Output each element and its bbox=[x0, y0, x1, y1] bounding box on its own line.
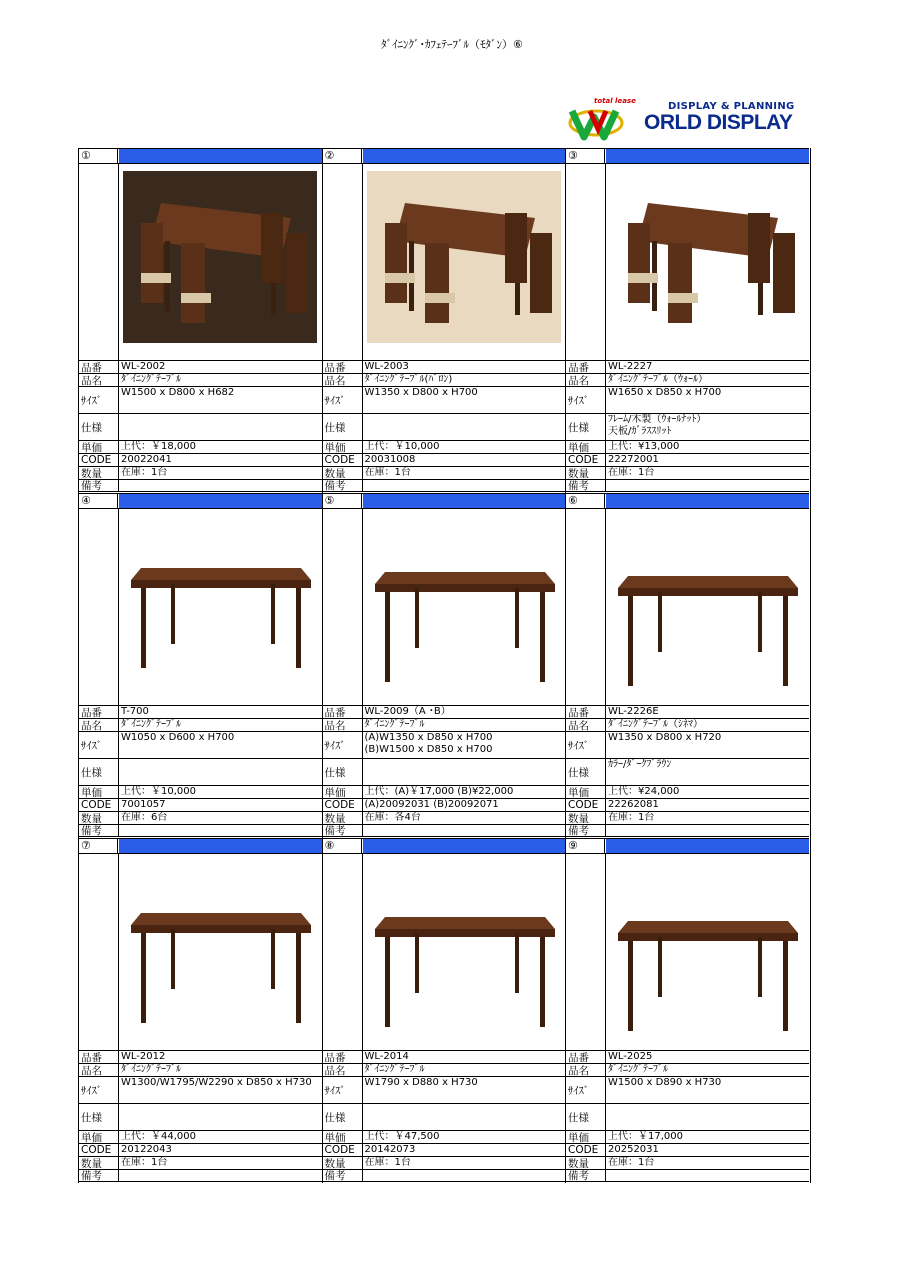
product-spec-table bbox=[79, 1050, 322, 1182]
qty-label: 数量 bbox=[323, 467, 363, 479]
spec-value: ｶﾗｰ/ﾀﾞｰｸﾌﾞﾗｳﾝ bbox=[608, 759, 672, 770]
code-label: CODE bbox=[566, 799, 606, 811]
name-value: ﾀﾞｲﾆﾝｸﾞﾃｰﾌﾞﾙ bbox=[121, 1064, 181, 1075]
name-label: 品名 bbox=[79, 719, 119, 731]
code-value: 20122043 bbox=[121, 1144, 172, 1155]
price-label: 単価 bbox=[323, 441, 363, 453]
price-value: 上代：¥24,000 bbox=[608, 786, 680, 797]
size-label: ｻｲｽﾞ bbox=[323, 1077, 363, 1103]
product-header bbox=[79, 838, 322, 854]
size-value: W1650 x D850 x H700 bbox=[608, 387, 722, 398]
product-header bbox=[79, 493, 322, 509]
remarks-label: 備考 bbox=[566, 1170, 606, 1181]
part-no-label: 品番 bbox=[323, 361, 363, 373]
spec-label: 仕様 bbox=[566, 1104, 606, 1130]
name-label: 品名 bbox=[323, 374, 363, 386]
spec-label: 仕様 bbox=[566, 414, 606, 440]
product-header bbox=[323, 493, 566, 509]
name-label: 品名 bbox=[323, 1064, 363, 1076]
product-card bbox=[565, 838, 811, 1183]
product-number: ③ bbox=[566, 149, 605, 163]
price-label: 単価 bbox=[566, 441, 606, 453]
part-no-label: 品番 bbox=[79, 361, 119, 373]
code-label: CODE bbox=[323, 1144, 363, 1156]
code-label: CODE bbox=[79, 799, 119, 811]
page-title: ﾀﾞｲﾆﾝｸﾞ･ｶﾌｪﾃｰﾌﾞﾙ（ﾓﾀﾞﾝ）⑥ bbox=[381, 38, 523, 51]
header-bar bbox=[119, 839, 322, 853]
remarks-label: 備考 bbox=[79, 480, 119, 491]
product-header bbox=[323, 838, 566, 854]
product-number: ⑥ bbox=[566, 494, 605, 508]
part-no-value: WL-2025 bbox=[608, 1051, 653, 1062]
qty-value: 在庫：6台 bbox=[121, 812, 168, 823]
product-spec-table bbox=[79, 360, 322, 492]
name-value: ﾀﾞｲﾆﾝｸﾞﾃｰﾌﾞﾙ bbox=[364, 719, 425, 730]
spec-label: 仕様 bbox=[566, 759, 606, 785]
product-header bbox=[566, 493, 809, 509]
code-value: 20031008 bbox=[364, 454, 416, 465]
image-cell-divider bbox=[605, 853, 606, 1050]
logo-top-text: total lease bbox=[594, 97, 636, 105]
logo-main-text: ORLD DISPLAY bbox=[644, 111, 793, 134]
name-label: 品名 bbox=[79, 374, 119, 386]
qty-label: 数量 bbox=[79, 812, 119, 824]
size-label: ｻｲｽﾞ bbox=[566, 387, 606, 413]
price-label: 単価 bbox=[323, 1131, 363, 1143]
image-cell-divider bbox=[118, 853, 119, 1050]
price-value: 上代：￥44,000 bbox=[121, 1131, 196, 1142]
product-header bbox=[566, 148, 809, 164]
header-bar bbox=[606, 494, 809, 508]
code-value: (A)20092031 (B)20092071 bbox=[364, 799, 499, 810]
size-value: W1790 x D880 x H730 bbox=[364, 1077, 478, 1088]
part-no-label: 品番 bbox=[566, 361, 606, 373]
qty-value: 在庫：各4台 bbox=[364, 812, 421, 823]
code-value: 20252031 bbox=[608, 1144, 659, 1155]
price-value: 上代：￥47,500 bbox=[364, 1131, 440, 1142]
logo-subtitle: DISPLAY & PLANNING bbox=[668, 101, 795, 112]
product-spec-table bbox=[566, 1050, 809, 1182]
part-no-label: 品番 bbox=[566, 706, 606, 718]
price-value: 上代：¥13,000 bbox=[608, 441, 680, 452]
image-cell-divider bbox=[605, 163, 606, 360]
price-value: 上代：￥10,000 bbox=[121, 786, 196, 797]
size-value: W1500 x D890 x H730 bbox=[608, 1077, 722, 1088]
remarks-label: 備考 bbox=[566, 825, 606, 836]
product-card bbox=[322, 493, 567, 838]
qty-label: 数量 bbox=[566, 1157, 606, 1169]
qty-label: 数量 bbox=[79, 1157, 119, 1169]
remarks-label: 備考 bbox=[323, 1170, 363, 1181]
part-no-label: 品番 bbox=[323, 706, 363, 718]
price-label: 単価 bbox=[566, 786, 606, 798]
qty-value: 在庫：1台 bbox=[121, 1157, 168, 1168]
product-row bbox=[78, 148, 809, 493]
product-image-cell bbox=[323, 853, 566, 1050]
part-no-label: 品番 bbox=[566, 1051, 606, 1063]
name-value: ﾀﾞｲﾆﾝｸﾞﾃｰﾌﾞﾙ(ﾊﾞﾛﾝ) bbox=[364, 374, 453, 385]
product-spec-table bbox=[323, 360, 566, 492]
remarks-label: 備考 bbox=[323, 825, 363, 836]
name-label: 品名 bbox=[323, 719, 363, 731]
part-no-value: WL-2227 bbox=[608, 361, 653, 372]
image-cell-divider bbox=[362, 508, 363, 705]
qty-value: 在庫：1台 bbox=[608, 812, 655, 823]
qty-value: 在庫：1台 bbox=[364, 1157, 411, 1168]
code-label: CODE bbox=[323, 799, 363, 811]
size-value: W1350 x D800 x H700 bbox=[364, 387, 478, 398]
price-label: 単価 bbox=[79, 1131, 119, 1143]
qty-label: 数量 bbox=[566, 467, 606, 479]
part-no-label: 品番 bbox=[79, 706, 119, 718]
header-bar bbox=[363, 494, 566, 508]
header-bar bbox=[363, 149, 566, 163]
part-no-label: 品番 bbox=[79, 1051, 119, 1063]
price-label: 単価 bbox=[79, 441, 119, 453]
product-header bbox=[323, 148, 566, 164]
product-spec-table bbox=[323, 705, 566, 837]
product-spec-table bbox=[79, 705, 322, 837]
product-card bbox=[78, 493, 323, 838]
part-no-value: WL-2002 bbox=[121, 361, 166, 372]
code-value: 20022041 bbox=[121, 454, 172, 465]
part-no-value: WL-2003 bbox=[364, 361, 409, 372]
spec-label: 仕様 bbox=[323, 414, 363, 440]
remarks-label: 備考 bbox=[79, 1170, 119, 1181]
header-bar bbox=[363, 839, 566, 853]
remarks-label: 備考 bbox=[79, 825, 119, 836]
name-label: 品名 bbox=[566, 1064, 606, 1076]
spec-value: ﾌﾚｰﾑ/木製（ｳｫｰﾙﾅｯﾄ） 天板/ｶﾞﾗｽｽﾘｯﾄ bbox=[608, 414, 707, 437]
spec-label: 仕様 bbox=[323, 1104, 363, 1130]
logo-w-mark-icon bbox=[568, 99, 648, 141]
image-cell-divider bbox=[118, 508, 119, 705]
qty-label: 数量 bbox=[323, 812, 363, 824]
price-value: 上代：￥17,000 bbox=[608, 1131, 683, 1142]
size-label: ｻｲｽﾞ bbox=[323, 387, 363, 413]
price-label: 単価 bbox=[566, 1131, 606, 1143]
image-cell-divider bbox=[362, 853, 363, 1050]
size-value: (A)W1350 x D850 x H700 (B)W1500 x D850 x H700 bbox=[364, 732, 493, 755]
image-cell-divider bbox=[605, 508, 606, 705]
qty-label: 数量 bbox=[323, 1157, 363, 1169]
qty-value: 在庫：1台 bbox=[608, 1157, 655, 1168]
part-no-value: WL-2014 bbox=[364, 1051, 409, 1062]
code-value: 22272001 bbox=[608, 454, 659, 465]
product-image-cell bbox=[566, 508, 809, 705]
product-number: ⑤ bbox=[323, 494, 362, 508]
product-row bbox=[78, 493, 809, 838]
product-spec-table bbox=[566, 705, 809, 837]
size-value: W1350 x D800 x H720 bbox=[608, 732, 722, 743]
product-image-cell bbox=[79, 163, 322, 360]
size-label: ｻｲｽﾞ bbox=[323, 732, 363, 758]
spec-label: 仕様 bbox=[323, 759, 363, 785]
product-spec-table bbox=[566, 360, 809, 492]
part-no-value: T-700 bbox=[121, 706, 149, 717]
price-label: 単価 bbox=[79, 786, 119, 798]
size-label: ｻｲｽﾞ bbox=[566, 732, 606, 758]
price-label: 単価 bbox=[323, 786, 363, 798]
product-header bbox=[79, 148, 322, 164]
code-value: 7001057 bbox=[121, 799, 166, 810]
size-value: W1500 x D800 x H682 bbox=[121, 387, 235, 398]
product-card bbox=[78, 148, 323, 493]
product-image-cell bbox=[79, 508, 322, 705]
code-label: CODE bbox=[566, 1144, 606, 1156]
code-label: CODE bbox=[566, 454, 606, 466]
product-image-cell bbox=[323, 163, 566, 360]
spec-label: 仕様 bbox=[79, 1104, 119, 1130]
name-label: 品名 bbox=[566, 374, 606, 386]
product-number: ⑧ bbox=[323, 839, 362, 853]
product-card bbox=[565, 493, 811, 838]
name-value: ﾀﾞｲﾆﾝｸﾞﾃｰﾌﾞﾙ（ｼﾈﾏ） bbox=[608, 719, 703, 730]
product-number: ④ bbox=[79, 494, 118, 508]
name-value: ﾀﾞｲﾆﾝｸﾞﾃｰﾌﾞﾙ（ｳｫｰﾙ） bbox=[608, 374, 708, 385]
header-bar bbox=[606, 839, 809, 853]
product-row bbox=[78, 838, 809, 1183]
world-display-logo bbox=[568, 97, 808, 139]
code-label: CODE bbox=[79, 454, 119, 466]
product-image-cell bbox=[323, 508, 566, 705]
name-value: ﾀﾞｲﾆﾝｸﾞﾃｰﾌﾞﾙ bbox=[364, 1064, 425, 1075]
qty-value: 在庫：1台 bbox=[121, 467, 168, 478]
spec-label: 仕様 bbox=[79, 759, 119, 785]
name-label: 品名 bbox=[566, 719, 606, 731]
image-cell-divider bbox=[118, 163, 119, 360]
part-no-value: WL-2009（A ･B） bbox=[364, 706, 451, 717]
qty-label: 数量 bbox=[566, 812, 606, 824]
part-no-value: WL-2012 bbox=[121, 1051, 166, 1062]
product-image-cell bbox=[566, 163, 809, 360]
size-value: W1300/W1795/W2290 x D850 x H730 bbox=[121, 1077, 312, 1088]
product-image-cell bbox=[566, 853, 809, 1050]
size-value: W1050 x D600 x H700 bbox=[121, 732, 235, 743]
name-label: 品名 bbox=[79, 1064, 119, 1076]
name-value: ﾀﾞｲﾆﾝｸﾞﾃｰﾌﾞﾙ bbox=[121, 374, 181, 385]
product-card bbox=[78, 838, 323, 1183]
remarks-label: 備考 bbox=[566, 480, 606, 491]
product-spec-table bbox=[323, 1050, 566, 1182]
part-no-label: 品番 bbox=[323, 1051, 363, 1063]
qty-label: 数量 bbox=[79, 467, 119, 479]
code-label: CODE bbox=[323, 454, 363, 466]
spec-label: 仕様 bbox=[79, 414, 119, 440]
part-no-value: WL-2226E bbox=[608, 706, 659, 717]
name-value: ﾀﾞｲﾆﾝｸﾞﾃｰﾌﾞﾙ bbox=[608, 1064, 668, 1075]
product-card bbox=[565, 148, 811, 493]
remarks-label: 備考 bbox=[323, 480, 363, 491]
product-number: ① bbox=[79, 149, 118, 163]
product-number: ⑦ bbox=[79, 839, 118, 853]
image-cell-divider bbox=[362, 163, 363, 360]
code-value: 20142073 bbox=[364, 1144, 416, 1155]
size-label: ｻｲｽﾞ bbox=[566, 1077, 606, 1103]
product-number: ⑨ bbox=[566, 839, 605, 853]
product-card bbox=[322, 838, 567, 1183]
name-value: ﾀﾞｲﾆﾝｸﾞﾃｰﾌﾞﾙ bbox=[121, 719, 181, 730]
size-label: ｻｲｽﾞ bbox=[79, 387, 119, 413]
qty-value: 在庫：1台 bbox=[364, 467, 411, 478]
product-image-cell bbox=[79, 853, 322, 1050]
header-bar bbox=[606, 149, 809, 163]
price-value: 上代：(A)￥17,000 (B)¥22,000 bbox=[364, 786, 514, 797]
price-value: 上代：￥18,000 bbox=[121, 441, 196, 452]
size-label: ｻｲｽﾞ bbox=[79, 1077, 119, 1103]
size-label: ｻｲｽﾞ bbox=[79, 732, 119, 758]
price-value: 上代：￥10,000 bbox=[364, 441, 440, 452]
product-number: ② bbox=[323, 149, 362, 163]
product-header bbox=[566, 838, 809, 854]
qty-value: 在庫：1台 bbox=[608, 467, 655, 478]
code-label: CODE bbox=[79, 1144, 119, 1156]
header-bar bbox=[119, 149, 322, 163]
header-bar bbox=[119, 494, 322, 508]
code-value: 22262081 bbox=[608, 799, 659, 810]
product-card bbox=[322, 148, 567, 493]
